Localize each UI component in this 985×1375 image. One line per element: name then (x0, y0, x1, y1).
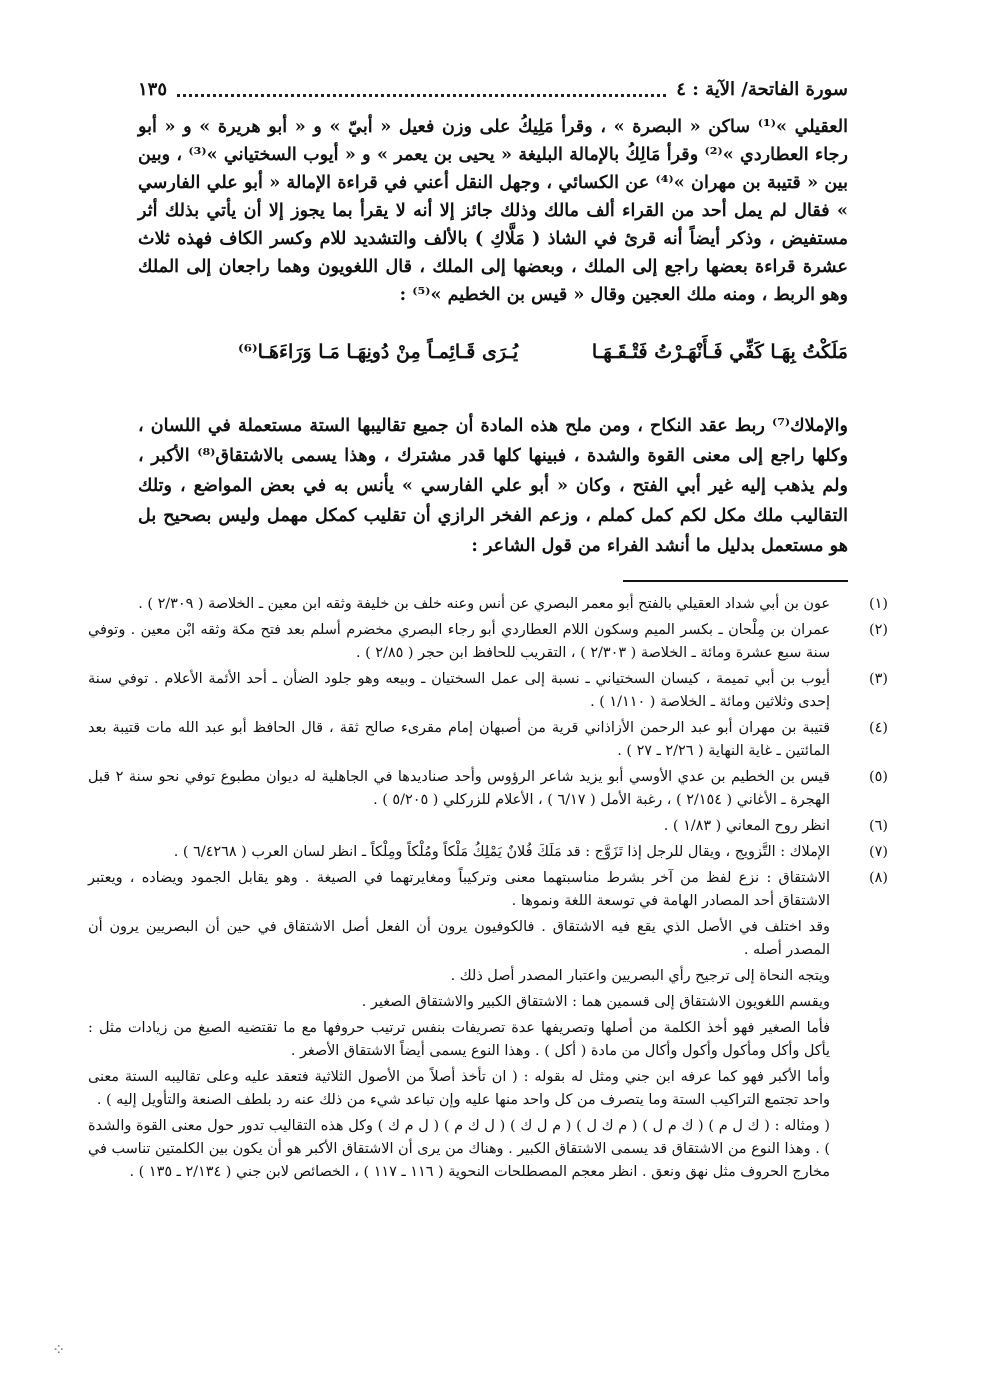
footnote-7 (88, 841, 888, 864)
footnote-4 (88, 717, 888, 763)
footnote-text: قيس بن الخطيم بن عدي الأوسي أبو يزيد شاعر الرؤوس وأحد صناديدها في الجاهلية له ديوان مطبوع توفي نحو سنة ٢ قبل الهجرة ـ الأغاني ( ٢/١٥٤ ) ، رغبة الأمل ( ٦/١٧ ) ، الأعلام للزركلي ( ٥/٢٠٥ ) . (88, 769, 830, 808)
footnote-5 (88, 766, 888, 812)
footnote-continuation (88, 991, 888, 1014)
main-paragraph (138, 113, 848, 309)
footnote-number: (٣) (869, 671, 888, 687)
footnote-number: (٨) (869, 870, 888, 886)
scan-speck: ⁘ (52, 1340, 66, 1359)
second-paragraph (138, 411, 848, 561)
footnote-continuation (88, 1017, 888, 1063)
footnote-text: انظر روح المعاني ( ١/٨٣ ) . (663, 818, 830, 834)
paragraph: والإملاك⁽⁷⁾ ربط عقد النكاح ، ومن ملح هذه المادة أن جميع تقاليبها الستة مستعملة في اللسان ، وكلها راجع إلى معنى القوة والشدة ، فبينها كلها قدر مشترك ، وهذا يسمى بالاشتقاق⁽⁸⁾ الأكبر ، ولم يذهب إليه غير أبي الفتح ، وكان « أبو علي الفارسي » يأنس به في بعض المواضع ، وتلك التقاليب ملك مكل لكم كمل كملم ، وزعم الفخر الرازي أن تقليب كمكل مهمل وليس بصحيح بل هو مستعمل بدليل ما أنشد الفراء من قول الشاعر : (138, 415, 849, 556)
paragraph: العقيلي »⁽¹⁾ ساكن « البصرة » ، وقرأ مَلِيكُ على وزن فعيل « أبيّ » و « أبو هريرة » و « أبو رجاء العطاردي »⁽²⁾ وقرأ مَالِكُ بالإمالة البليغة « يحيى بن يعمر » و « أيوب السختياني »⁽³⁾ ، وبين بين « قتيبة بن مهران »⁽⁴⁾ عن الكسائي ، وجهل النقل أعني في قراءة الإمالة « أبو علي الفارسي » فقال لم يمل أحد من القراء ألف مالك وذلك جائز إلا أنه لا يقرأ بما يجوز إلا أن يأتي بذلك أثر مستفيض ، وذكر أيضاً أنه قرئ في الشاذ ( مَلَّاكِ ) بالألف والتشديد للام وكسر الكاف فهذه ثلاث عشرة قراءة بعضها راجع إلى الملك ، وبعضها إلى الملك ، قال اللغويون وهما راجعان إلى الملك وهو الربط ، ومنه ملك العجين وقال « قيس بن الخطيم »⁽⁵⁾ : (138, 116, 849, 305)
verse-second-hemistich: يُـرَى قَـائِمـاً مِنْ دُونِهَـا مَـا وَرَاءَهَـا⁽⁶⁾ (238, 341, 519, 363)
footnote-text: الاشتقاق : نزع لفظ من آخر بشرط مناسبتهما معنى وتركيباً ومغايرتهما في الصيغة . وهو يقابل الجمود ويضاده ، ويعتبر الاشتقاق أحد المصادر الهامة في توسعة اللغة ونموها . (88, 870, 830, 909)
footnote-1 (88, 593, 888, 616)
page-header (138, 74, 848, 104)
footnote-text: عون بن أبي شداد العقيلي بالفتح أبو معمر البصري عن أنس وعنه خلف بن خليفة وثقه ابن معين ـ الخلاصة ( ٢/٣٠٩ ) . (138, 596, 830, 612)
footnote-number: (٧) (869, 844, 888, 860)
footnote-6 (88, 815, 888, 838)
footnote-text: وقد اختلف في الأصل الذي يقع فيه الاشتقاق . فالكوفيون يرون أن الفعل أصل الاشتقاق في حين أن البصريين يرون أن المصدر أصله . (88, 919, 830, 958)
footnote-text: الإملاك : التَّزويج ، ويقال للرجل إذا تَزَوَّج : قد مَلَكَ فُلانٌ يَمْلِكُ مَلْكاً ومُلْكاً ومِلْكاً ـ انظر لسان العرب ( ٦/٤٢٦٨ ) . (173, 844, 830, 860)
footnote-number: (٤) (869, 720, 888, 736)
footnote-8 (88, 867, 888, 913)
footnote-text: فأما الصغير فهو أخذ الكلمة من أصلها وتصريفها عدة تصريفات بنفس ترتيب حروفها مع ما تقتضيه الصيغ من زيادات مثل : يأكل وأكل ومأكول وأكول وأكال من مادة ( أكل ) . وهذا النوع يسمى أيضاً الاشتقاق الأصغر . (88, 1020, 830, 1059)
footnote-2 (88, 619, 888, 665)
footnote-number: (٦) (869, 818, 888, 834)
footnote-continuation (88, 1066, 888, 1112)
footnote-3 (88, 668, 888, 714)
footnotes (88, 593, 888, 1187)
footnote-text: أيوب بن أبي تميمة ، كيسان السختياني ـ نسبة إلى عمل السختيان ـ وبيعه وهو جلود الضأن ـ أحد الأئمة الأعلام . توفي سنة إحدى وثلاثين ومائة ـ الخلاصة ( ١/١١٠ ) . (88, 671, 830, 710)
surah-title: سورة الفاتحة/ الآية : ٤ (676, 78, 848, 100)
footnote-number: (٥) (869, 769, 888, 785)
header-dotted-leader (177, 94, 666, 97)
footnote-text: ويتجه النحاة إلى ترجيح رأي البصريين واعتبار المصدر أصل ذلك . (450, 968, 830, 984)
footnote-text: عمران بن مِلْحان ـ بكسر الميم وسكون اللام العطاردي أبو رجاء البصري مخضرم أسلم بعد فتح مكة وثقه ابْن معين . وتوفي سنة سبع عشرة ومائة ـ الخلاصة ( ٢/٣٠٣ ) ، التقريب للحافظ ابن حجر ( ٢/٨٥ ) . (88, 622, 830, 661)
footnote-text: وأما الأكبر فهو كما عرفه ابن جني ومثل له بقوله : ( ان تأخذ أصلاً من الأصول الثلاثية فتعقد عليه وعلى تقاليبه الستة معنى واحد تجتمع التراكيب الستة وما يتصرف من كل واحد منها عليه وإن تباعد شيء من ذلك عنه رد بلطف الصنعة والتأويل إليه ) . (88, 1069, 830, 1108)
footnote-continuation (88, 1115, 888, 1184)
page-number: ١٣٥ (138, 78, 168, 100)
footnote-number: (١) (869, 596, 888, 612)
poetry-verse (238, 341, 848, 363)
footnote-text: ويقسم اللغويون الاشتقاق إلى قسمين هما : الاشتقاق الكبير والاشتقاق الصغير . (361, 994, 830, 1010)
footnote-separator (623, 580, 848, 582)
footnote-text: قتيبة بن مهران أبو عبد الرحمن الأزاذاني قرية من أصبهان إمام مقرىء صالح ثقة ، قال الحافظ أبو عبد الله مات قتيبة بعد المائتين ـ غاية النهاية ( ٢/٢٦ ـ ٢٧ ) . (88, 720, 830, 759)
footnote-continuation (88, 916, 888, 962)
verse-first-hemistich: مَلَكْتُ بِهَـا كَفِّي فَـأَنْهَـرْتُ فَتْـقَـهَـا (591, 341, 848, 363)
footnote-text: ( ومثاله : ( ك ل م ) ( ك م ل ) ( م ك ل ) ( م ل ك ) ( ل ك م ) ( ل م ك ) وكل هذه التقاليب تدور حول معنى القوة والشدة ) . وهذا النوع من الاشتقاق قد يسمى الاشتقاق الكبير . وهناك من يرى أن الاشتقاق الأكبر هو أن يكون بين الكلمتين تناسب في مخارج الحروف مثل نهق ونعق . انظر معجم المصطلحات النحوية ( ١١٦ ـ ١١٧ ) ، الخصائص لابن جني ( ٢/١٣٤ ـ ١٣٥ ) . (88, 1118, 830, 1180)
footnote-continuation (88, 965, 888, 988)
footnote-number: (٢) (869, 622, 888, 638)
